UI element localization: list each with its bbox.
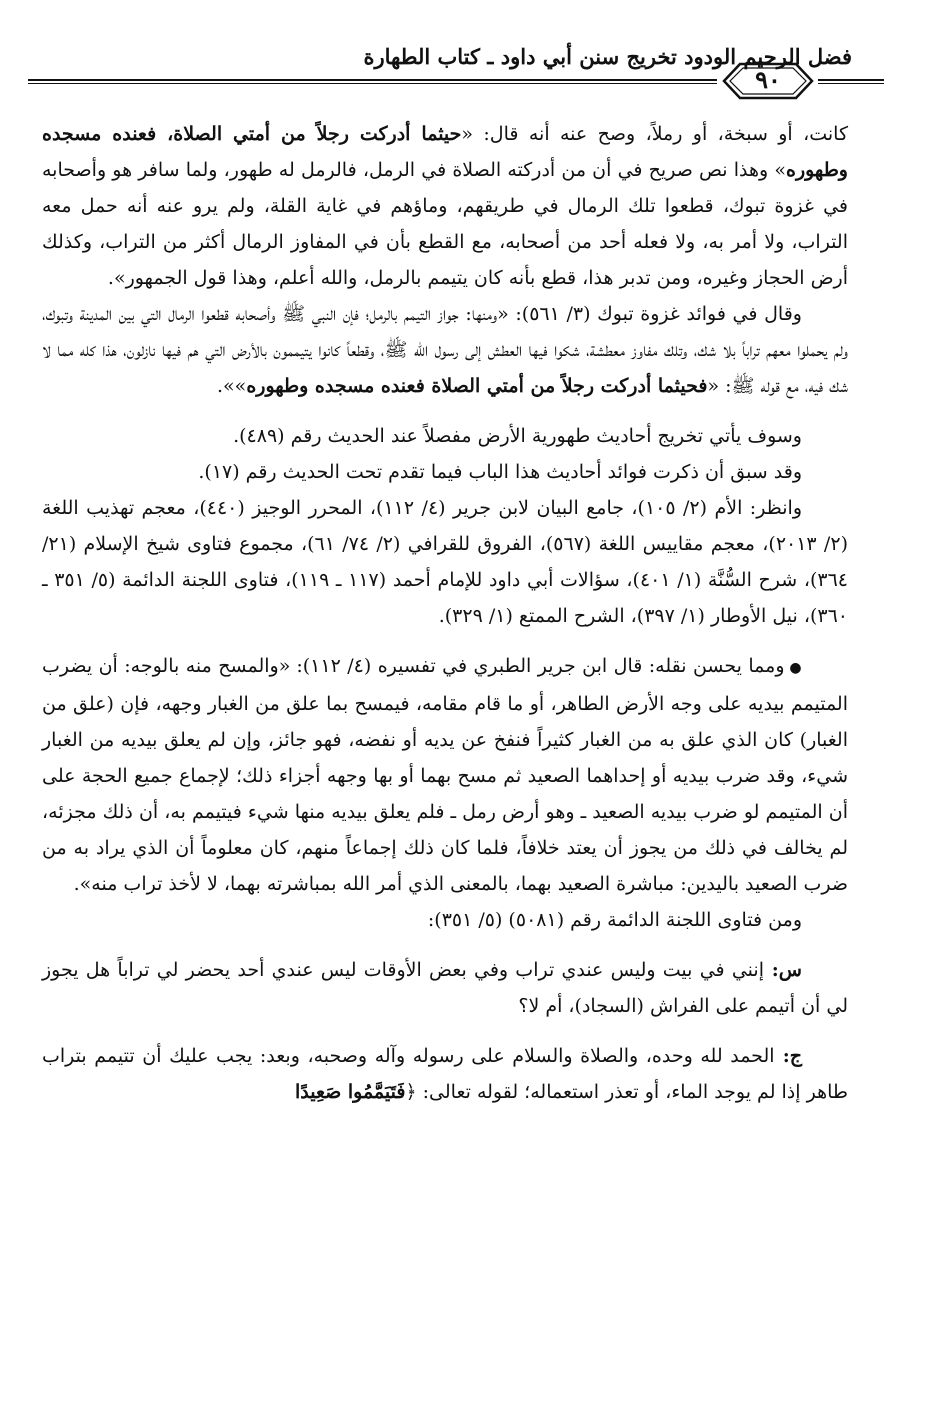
running-header-title: فضل الرحيم الودود تخريج سنن أبي داود ـ كتاب الطهارة (363, 44, 852, 69)
quran-quote: فَتَيَمَّمُوا صَعِيدًا (294, 1081, 406, 1103)
text-run: وسوف يأتي تخريج أحاديث طهورية الأرض مفصلاً عند الحديث رقم (٤٨٩). (233, 425, 802, 447)
text-run: » وهذا نص صريح في أن من أدركته الصلاة في الرمل، فالرمل له طهور، ولما سافر هو وأصحابه في غزوة تبوك، قطعوا تلك الرمال في طريقهم، وماؤهم في غاية القلة، ولم يرو عنه أنه حمل معه التراب، ولا أمر به، ولا فعله أحد من أصحابه، مع القطع بأن في المفاوز الرمال أكثر من التراب، وكذلك أرض الحجاز وغيره، ومن تدبر هذا، قطع بأنه كان يتيمم بالرمل، والله أعلم، وهذا قول الجمهور». (42, 159, 848, 289)
header-rule-right (818, 79, 884, 84)
page-number: ٩٠ (755, 65, 781, 94)
header-rule-left (28, 79, 717, 84)
paragraph (42, 648, 848, 902)
hadith-quote: حيثما أدركت رجلاً من أمتي الصلاة، فعنده مسجده وطهوره (42, 123, 848, 181)
text-run: وقد سبق أن ذكرت فوائد أحاديث هذا الباب فيما تقدم تحت الحديث رقم (١٧). (198, 461, 802, 483)
answer-marker: ج: (774, 1045, 802, 1067)
bullet-marker (785, 655, 802, 677)
body-text (42, 116, 848, 1110)
paragraph (42, 490, 848, 634)
page-number-ornament (720, 60, 816, 102)
paragraph (42, 296, 848, 404)
text-run: وقال في فوائد غزوة تبوك (٣/ ٥٦١): «ومنها: جواز التيمم بالرمل؛ فإن النبي ﷺ وأصحابه قطعوا الرمال التي بين المدينة وتبوك، ولم يحملوا معهم تراباً بلا شك، وتلك مفاوز معطشة، شكوا فيها العطش إلى رسول الله ﷺ، وقطعاً كانوا يتيممون بالأرض التي هم فيها نازلون، هذا كله مما لا شك فيه، مع قوله ﷺ: « (42, 303, 848, 397)
paragraph-question (42, 952, 848, 1024)
question-marker: س: (763, 959, 802, 981)
paragraph (42, 454, 848, 490)
text-run: ومما يحسن نقله: قال ابن جرير الطبري في تفسيره (٤/ ١١٢): «والمسح منه بالوجه: أن يضرب المتيمم بيديه على وجه الأرض الطاهر، أو ما قام مقامه، فيمسح بما علق من الغبار وجهه، فإن (علق من الغبار) كان الذي علق به من الغبار كثيراً فنفخ عن يديه أو نفضه، فهو جائز، وإن لم يعلق بيديه من الغبار شيء، وقد ضرب بيديه أو إحداهما الصعيد ثم مسح بهما أو بها وجهه أجزاء ذلك؛ لإجماع جميع الحجة على أن المتيمم لو ضرب بيديه الصعيد ـ وهو أرض رمل ـ فلم يعلق بيديه منها شيء فيتيمم به، أن ذلك مجزئه، لم يخالف في ذلك من يجوز أن يعتد خلافاً، فلما كان ذلك إجماعاً منهم، كان معلوماً أن الذي يراد به من ضرب الصعيد باليدين: مباشرة الصعيد بهما، بالمعنى الذي أمر الله بمباشرته بهما، لا لأخذ تراب منه». (42, 655, 848, 895)
text-run: »». (217, 375, 247, 397)
paragraph (42, 418, 848, 454)
hadith-quote: فحيثما أدركت رجلاً من أمتي الصلاة فعنده مسجده وطهوره (246, 375, 708, 397)
text-run: ومن فتاوى اللجنة الدائمة رقم (٥٠٨١) (٥/ ٣٥١): (427, 909, 802, 931)
paragraph-answer (42, 1038, 848, 1110)
paragraph (42, 116, 848, 296)
paragraph (42, 902, 848, 938)
text-run: الحمد لله وحده، والصلاة والسلام على رسوله وآله وصحبه، وبعد: يجب عليك أن تتيمم بتراب طاهر إذا لم يوجد الماء، أو تعذر استعماله؛ لقوله تعالى: ﴿ (42, 1045, 848, 1103)
text-run: إنني في بيت وليس عندي تراب وفي بعض الأوقات ليس عندي أحد يحضر لي تراباً هل يجوز لي أن أتيمم على الفراش (السجاد)، أم لا؟ (42, 959, 848, 1017)
text-run: كانت، أو سبخة، أو رملاً، وصح عنه أنه قال: « (461, 123, 848, 145)
text-run: وانظر: الأم (٢/ ١٠٥)، جامع البيان لابن جرير (٤/ ١١٢)، المحرر الوجيز (٤٤٠)، معجم تهذيب اللغة (٢/ ٢٠١٣)، معجم مقاييس اللغة (٥٦٧)، الفروق للقرافي (٢/ ٧٤/ ٦١)، مجموع فتاوى شيخ الإسلام (٢١/ ٣٦٤)، شرح السُّنَّة (١/ ٤٠١)، سؤالات أبي داود للإمام أحمد (١١٧ ـ ١١٩)، فتاوى اللجنة الدائمة (٥/ ٣٥١ ـ ٣٦٠)، نيل الأوطار (١/ ٣٩٧)، الشرح الممتع (١/ ٣٢٩). (42, 497, 849, 627)
